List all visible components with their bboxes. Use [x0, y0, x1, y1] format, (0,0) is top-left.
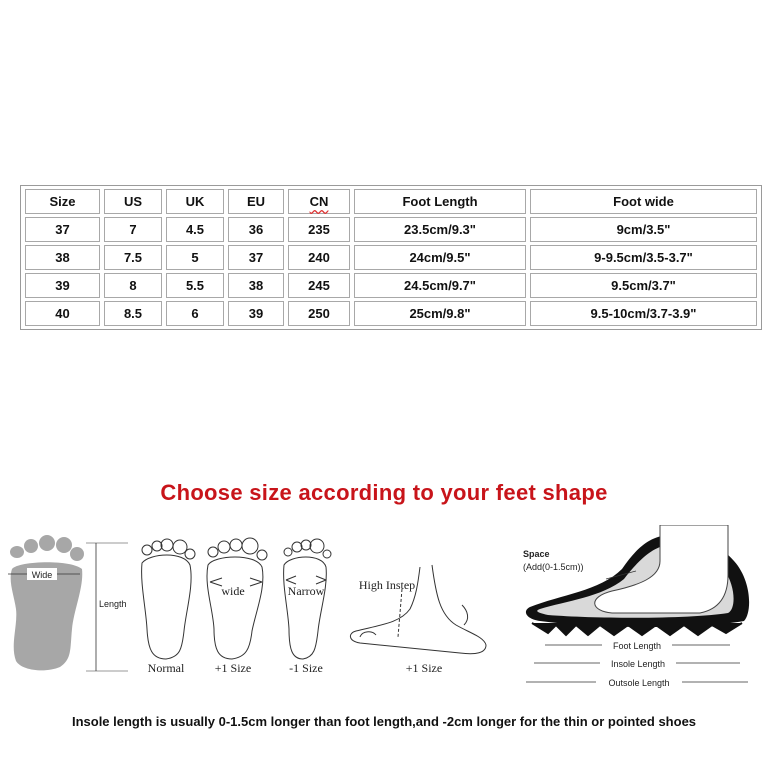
wide-mark: wide [221, 584, 245, 598]
cell-eu: 37 [228, 245, 284, 270]
cell-cn: 240 [288, 245, 350, 270]
cell-cn: 235 [288, 217, 350, 242]
header-cn-label: CN [309, 194, 329, 209]
narrow-caption: -1 Size [289, 661, 323, 675]
header-uk: UK [166, 189, 224, 214]
cell-eu: 39 [228, 301, 284, 326]
header-foot-wide: Foot wide [530, 189, 757, 214]
cell-size: 40 [25, 301, 100, 326]
cell-uk: 5.5 [166, 273, 224, 298]
cell-size: 39 [25, 273, 100, 298]
space-sublabel: (Add(0-1.5cm)) [523, 562, 584, 572]
wide-caption: +1 Size [214, 661, 252, 675]
cell-foot-wide: 9.5-10cm/3.7-3.9" [530, 301, 757, 326]
space-label: Space [523, 549, 550, 559]
cell-uk: 5 [166, 245, 224, 270]
header-foot-length: Foot Length [354, 189, 526, 214]
guide-title: Choose size according to your feet shape [160, 480, 608, 505]
cell-cn: 250 [288, 301, 350, 326]
cell-us: 7.5 [104, 245, 162, 270]
cell-foot-length: 24cm/9.5" [354, 245, 526, 270]
header-eu: EU [228, 189, 284, 214]
cell-foot-length: 25cm/9.8" [354, 301, 526, 326]
narrow-foot-figure [284, 539, 331, 659]
cell-us: 7 [104, 217, 162, 242]
normal-caption: Normal [147, 661, 185, 675]
insole-length-label: Insole Length [610, 659, 666, 669]
cell-us: 8.5 [104, 301, 162, 326]
table-row [25, 301, 757, 326]
table-row [25, 217, 757, 242]
foot-length-label: Foot Length [612, 641, 662, 651]
size-chart-table [20, 185, 762, 330]
cell-foot-length: 24.5cm/9.7" [354, 273, 526, 298]
outsole-length-label: Outsole Length [608, 678, 670, 688]
insole-footnote: Insole length is usually 0-1.5cm longer than foot length,and -2cm longer for the thin or pointed shoes [71, 714, 697, 729]
cell-size: 38 [25, 245, 100, 270]
cell-foot-wide: 9cm/3.5" [530, 217, 757, 242]
cell-uk: 4.5 [166, 217, 224, 242]
cell-cn: 245 [288, 273, 350, 298]
cell-eu: 36 [228, 217, 284, 242]
table-row [25, 273, 757, 298]
high-instep-caption: +1 Size [405, 661, 443, 675]
cell-foot-wide: 9-9.5cm/3.5-3.7" [530, 245, 757, 270]
normal-foot-figure [142, 539, 195, 659]
cell-eu: 38 [228, 273, 284, 298]
cell-uk: 6 [166, 301, 224, 326]
cell-us: 8 [104, 273, 162, 298]
wide-foot-figure [207, 538, 267, 659]
shoe-cross-section [526, 525, 749, 635]
length-label: Length [99, 599, 127, 609]
header-size: Size [25, 189, 100, 214]
table-header-row [25, 189, 757, 214]
cell-size: 37 [25, 217, 100, 242]
header-us: US [104, 189, 162, 214]
table-row [25, 245, 757, 270]
narrow-mark: Narrow [287, 584, 325, 598]
footprint-measure [8, 535, 128, 671]
foot-guide-illustration [0, 525, 768, 700]
cell-foot-wide: 9.5cm/3.7" [530, 273, 757, 298]
wide-label: Wide [31, 570, 53, 580]
header-cn [288, 189, 350, 214]
cell-foot-length: 23.5cm/9.3" [354, 217, 526, 242]
high-instep-label: High Instep [358, 578, 416, 592]
